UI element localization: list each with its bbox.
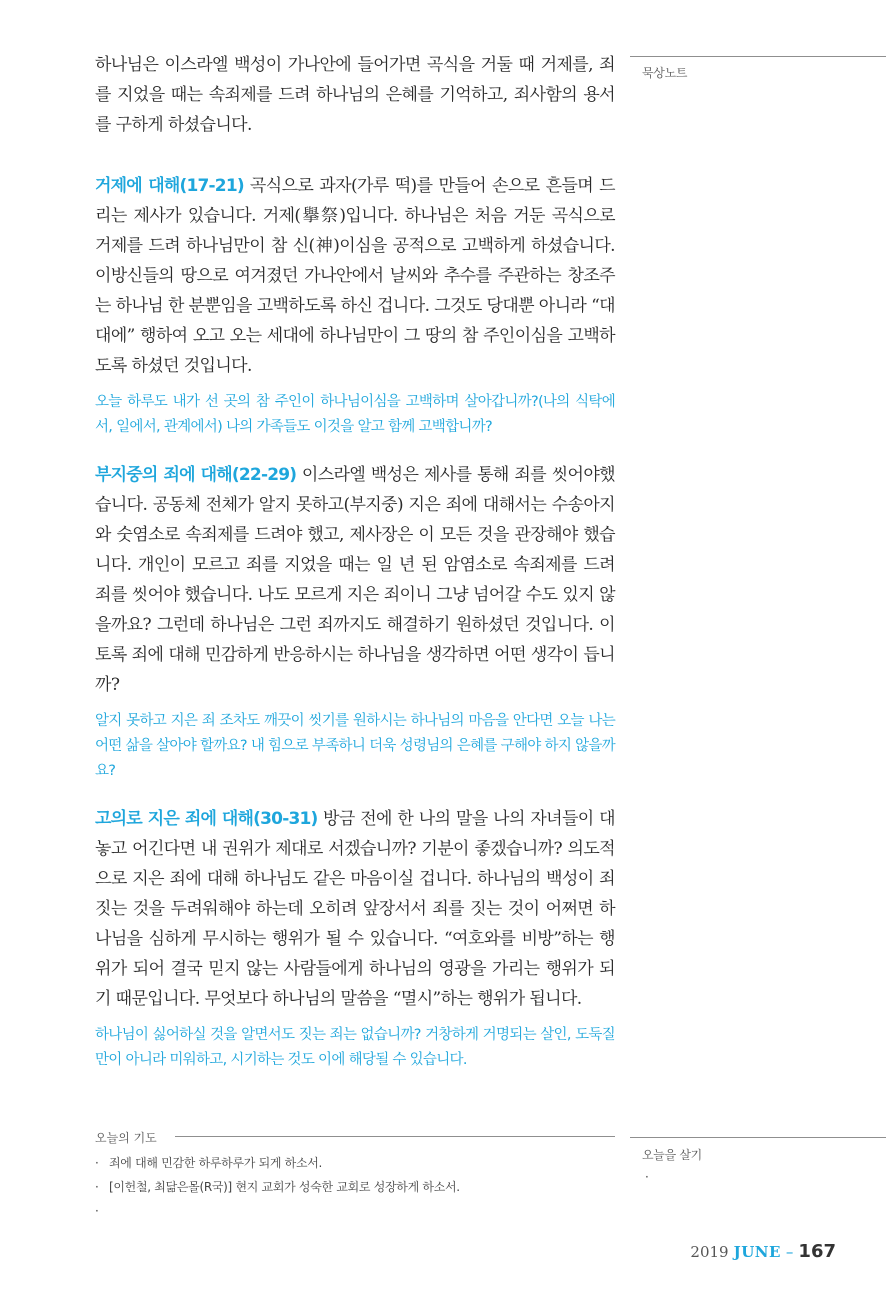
- section-1-body: 곡식으로 과자(가루 떡)를 만들어 손으로 흔들며 드리는 제사가 있습니다. 거제(擧祭)입니다. 하나님은 처음 거둔 곡식으로 거제를 드려 하나님만이 참 신(神)이심을 공적으로 고백하게 하셨습니다. 이방신들의 땅으로 여겨졌던 가나안에서 날씨와 추수를 주관하는 창조주는 하나님 한 분뿐임을 고백하도록 하신 겁니다. 그것도 당대뿐 아니라 “대대에” 행하여 오고 오는 세대에 하나님만이 그 땅의 참 주인이심을 고백하도록 하셨던 것입니다.: [95, 176, 615, 376]
- section-2-question: 알지 못하고 지은 죄 조차도 깨끗이 씻기를 원하시는 하나님의 마음을 안다면 오늘 나는 어떤 삶을 살아야 할까요? 내 힘으로 부족하니 더욱 성령님의 은혜를 구해야 하지 않을까요?: [95, 713, 615, 779]
- section-2-body: 이스라엘 백성은 제사를 통해 죄를 씻어야했습니다. 공동체 전체가 알지 못하고(부지중) 지은 죄에 대해서는 수송아지와 숫염소로 속죄제를 드려야 했고, 제사장은 이 모든 것을 관장해야 했습니다. 개인이 모르고 죄를 지었을 때는 일 년 된 암염소로 속죄제를 드려 죄를 씻어야 했습니다. 나도 모르게 지은 죄이니 그냥 넘어갈 수도 있지 않을까요? 그런데 하나님은 그런 죄까지도 해결하기 원하셨던 것입니다. 이토록 죄에 대해 민감하게 반응하시는 하나님을 생각하면 어떤 생각이 듭니까?: [95, 465, 615, 695]
- section-2-heading: 부지중의 죄에 대해(22-29): [95, 465, 297, 485]
- live-label: 오늘을 살기: [642, 1148, 702, 1162]
- section-2-paragraph: [95, 460, 615, 700]
- note-label: 묵상노트: [642, 66, 688, 80]
- prayer-item-text: 죄에 대해 민감한 하루하루가 되게 하소서.: [109, 1156, 323, 1170]
- prayer-item: [95, 1151, 615, 1175]
- section-3-heading: 고의로 지은 죄에 대해(30-31): [95, 809, 318, 829]
- prayer-divider: [175, 1136, 615, 1137]
- page-number: 167: [798, 1241, 836, 1262]
- prayer-bullet: ·: [95, 1156, 99, 1170]
- section-1-paragraph: [95, 171, 615, 381]
- section-3-body: 방금 전에 한 나의 말을 나의 자녀들이 대놓고 어긴다면 내 권위가 제대로 서겠습니까? 기분이 좋겠습니까? 의도적으로 지은 죄에 대해 하나님도 같은 마음이실 겁니다. 하나님의 백성이 죄짓는 것을 두려워해야 하는데 오히려 앞장서서 죄를 짓는 것이 어쩌면 하나님을 심하게 무시하는 행위가 될 수 있습니다. “여호와를 비방”하는 행위가 되어 결국 믿지 않는 사람들에게 하나님의 영광을 가리는 행위가 되기 때문입니다. 무엇보다 하나님의 말씀을 “멸시”하는 행위가 됩니다.: [95, 809, 615, 1009]
- prayer-title: 오늘의 기도: [95, 1131, 157, 1145]
- prayer-list: [95, 1151, 615, 1223]
- section-3-paragraph: [95, 804, 615, 1014]
- footer-month: JUNE: [733, 1243, 781, 1261]
- prayer-item: [95, 1175, 615, 1199]
- footer-year: 2019: [690, 1243, 729, 1261]
- section-1-question: 오늘 하루도 내가 선 곳의 참 주인이 하나님이심을 고백하며 살아갑니까?(나의 식탁에서, 일에서, 관계에서) 나의 가족들도 이것을 알고 함께 고백합니까?: [95, 394, 615, 435]
- prayer-item-text: [이헌철, 최닮은몰(R국)] 현지 교회가 성숙한 교회로 성장하게 하소서.: [109, 1180, 460, 1194]
- note-divider: [630, 56, 886, 57]
- prayer-item: [95, 1199, 615, 1223]
- intro-paragraph: 하나님은 이스라엘 백성이 가나안에 들어가면 곡식을 거둘 때 거제를, 죄를 지었을 때는 속죄제를 드려 하나님의 은혜를 기억하고, 죄사함의 용서를 구하게 하셨습니다.: [95, 55, 615, 135]
- section-1-heading: 거제에 대해(17-21): [95, 176, 244, 196]
- prayer-bullet: ·: [95, 1180, 99, 1194]
- live-divider: [630, 1137, 886, 1138]
- main-text: [95, 50, 615, 1073]
- section-3-question: 하나님이 싫어하실 것을 알면서도 짓는 죄는 없습니까? 거창하게 거명되는 살인, 도둑질만이 아니라 미워하고, 시기하는 것도 이에 해당될 수 있습니다.: [95, 1027, 615, 1068]
- page-footer: [690, 1241, 836, 1262]
- live-bullet: ·: [645, 1170, 649, 1184]
- footer-dash: –: [785, 1243, 794, 1261]
- prayer-bullet: ·: [95, 1204, 99, 1218]
